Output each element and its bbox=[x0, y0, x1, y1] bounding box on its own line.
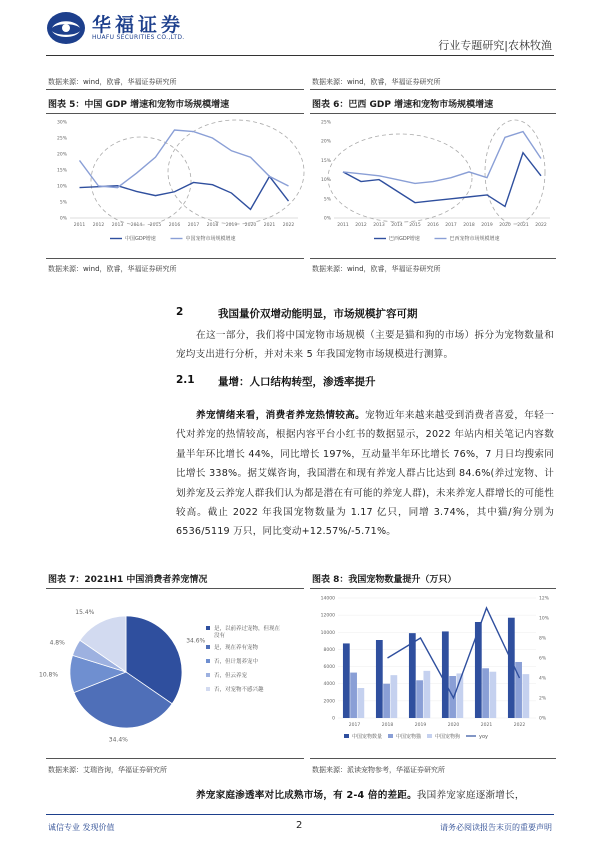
bar bbox=[383, 684, 390, 718]
y2-tick-label: 4% bbox=[539, 676, 547, 682]
bar bbox=[508, 618, 515, 718]
x-tick-label: 2020 bbox=[244, 223, 257, 228]
legend-swatch bbox=[344, 734, 349, 738]
pie-value-label: 15.4% bbox=[75, 608, 95, 616]
legend-swatch bbox=[206, 687, 210, 691]
x-tick-label: 2017 bbox=[445, 223, 457, 228]
x-tick-label: 2022 bbox=[535, 223, 547, 228]
x-tick-label: 2021 bbox=[517, 223, 529, 228]
series-line bbox=[343, 132, 541, 184]
figure-5-source: 数据来源：wind，欧睿，华福证券研究所 bbox=[48, 265, 177, 273]
header-divider bbox=[46, 55, 554, 56]
x-tick-label: 2013 bbox=[373, 223, 385, 228]
y-tick-label: 12000 bbox=[320, 613, 335, 619]
figure-7-title: 图表 7：2021H1 中国消费者养宠情况 bbox=[48, 575, 208, 585]
y-tick-label: 15% bbox=[56, 168, 67, 174]
divider bbox=[310, 258, 556, 259]
section-number: 2 bbox=[176, 306, 184, 318]
legend-label: 中国宠物数量 bbox=[352, 734, 383, 740]
y-tick-label: 20% bbox=[320, 139, 331, 145]
x-tick-label: 2018 bbox=[381, 723, 394, 728]
logo-icon bbox=[46, 11, 86, 45]
y2-tick-label: 10% bbox=[539, 616, 550, 622]
x-tick-label: 2021 bbox=[480, 723, 493, 728]
y2-tick-label: 2% bbox=[539, 696, 547, 702]
legend-label: 否，但云养宠 bbox=[214, 673, 248, 679]
y-tick-label: 10% bbox=[56, 184, 67, 190]
divider bbox=[310, 758, 556, 759]
figure-7-source: 数据来源：艾瑞咨询，华福证券研究所 bbox=[48, 766, 167, 774]
top-source-right: 数据来源：wind，欧睿，华福证券研究所 bbox=[312, 78, 441, 86]
section-heading: 我国量价双增动能明显，市场规模扩容可期 bbox=[218, 308, 418, 320]
x-tick-label: 2017 bbox=[348, 723, 361, 728]
x-tick-label: 2012 bbox=[355, 223, 367, 228]
x-tick-label: 2014 bbox=[130, 223, 143, 228]
x-tick-label: 2018 bbox=[463, 223, 475, 228]
x-tick-label: 2011 bbox=[73, 223, 86, 228]
y-tick-label: 0 bbox=[332, 716, 335, 722]
highlight-oval bbox=[168, 120, 304, 224]
legend-swatch bbox=[206, 659, 210, 663]
paragraph-body: 我国养宠家庭逐渐增长， bbox=[416, 790, 525, 801]
x-tick-label: 2012 bbox=[92, 223, 105, 228]
y-tick-label: 0% bbox=[59, 216, 67, 222]
brand-name-en: HUAFU SECURITIES CO.,LTD. bbox=[92, 34, 185, 41]
divider bbox=[46, 758, 304, 759]
x-tick-label: 2021 bbox=[263, 223, 276, 228]
divider bbox=[46, 258, 304, 259]
legend-label: yoy bbox=[479, 734, 488, 740]
legend-label: 巴西GDP增速 bbox=[389, 236, 420, 242]
y-tick-label: 25% bbox=[56, 136, 67, 142]
legend-label: 是，现在养有宠物 bbox=[214, 645, 259, 651]
figure-6-title: 图表 6：巴西 GDP 增速和宠物市场规模增速 bbox=[312, 100, 494, 110]
footer-divider bbox=[46, 814, 554, 815]
legend-label: 否，但计划养宠中 bbox=[214, 659, 259, 665]
bar bbox=[442, 631, 449, 718]
legend-label: 中国宠物狗 bbox=[435, 734, 461, 740]
pet-ownership-pie-chart bbox=[38, 592, 304, 752]
bar bbox=[522, 674, 529, 718]
page-number: 2 bbox=[296, 820, 303, 831]
footer-slogan: 诚信专业 发现价值 bbox=[48, 823, 115, 832]
divider bbox=[46, 89, 304, 90]
legend-label: 中国宠物市场规模增速 bbox=[185, 236, 236, 242]
y-tick-label: 14000 bbox=[320, 596, 335, 602]
figure-6-source: 数据来源：wind，欧睿，华福证券研究所 bbox=[312, 265, 441, 273]
bar bbox=[423, 671, 430, 718]
y-tick-label: 5% bbox=[323, 197, 331, 203]
pie-value-label: 34.6% bbox=[186, 637, 206, 645]
y-tick-label: 20% bbox=[56, 152, 67, 158]
footer-disclaimer: 请务必阅读报告末页的重要声明 bbox=[440, 823, 552, 832]
x-tick-label: 2014 bbox=[391, 223, 403, 228]
y2-tick-label: 8% bbox=[539, 636, 547, 642]
y-tick-label: 6000 bbox=[323, 665, 335, 671]
y-tick-label: 2000 bbox=[323, 699, 335, 705]
china-gdp-pet-growth-chart bbox=[46, 116, 304, 256]
bar bbox=[376, 640, 383, 718]
paragraph-household-penetration bbox=[176, 786, 554, 805]
paragraph-pet-enthusiasm bbox=[176, 406, 554, 542]
x-tick-label: 2013 bbox=[111, 223, 124, 228]
subsection-heading: 量增：人口结构转型，渗透率提升 bbox=[218, 376, 376, 388]
x-tick-label: 2019 bbox=[481, 223, 493, 228]
y-tick-label: 15% bbox=[320, 158, 331, 164]
bar bbox=[409, 633, 416, 718]
x-tick-label: 2020 bbox=[499, 223, 511, 228]
x-tick-label: 2016 bbox=[427, 223, 439, 228]
pie-value-label: 34.4% bbox=[108, 736, 128, 744]
y2-tick-label: 0% bbox=[539, 716, 547, 722]
x-tick-label: 2016 bbox=[168, 223, 181, 228]
divider bbox=[46, 113, 304, 114]
legend-label: 中国宠物猫 bbox=[396, 734, 422, 740]
x-tick-label: 2017 bbox=[187, 223, 200, 228]
subsection-number: 2.1 bbox=[176, 374, 195, 386]
legend-label: 是，以前养过宠物，但现在 bbox=[214, 626, 281, 632]
y-tick-label: 4000 bbox=[323, 682, 335, 688]
bar bbox=[489, 672, 496, 718]
pie-value-label: 4.8% bbox=[49, 639, 65, 647]
pie-value-label: 10.8% bbox=[38, 671, 59, 679]
report-type: 行业专题研究|农林牧渔 bbox=[438, 39, 552, 52]
figure-5-title: 图表 5：中国 GDP 增速和宠物市场规模增速 bbox=[48, 100, 230, 110]
y-tick-label: 10% bbox=[320, 178, 331, 184]
series-line bbox=[80, 176, 289, 209]
bar bbox=[350, 673, 357, 718]
legend-swatch bbox=[388, 734, 393, 738]
figure-8-title: 图表 8：我国宠物数量提升（万只） bbox=[312, 575, 457, 585]
divider bbox=[310, 588, 556, 589]
y-tick-label: 8000 bbox=[323, 647, 335, 653]
pet-population-bar-chart bbox=[310, 592, 556, 752]
y2-tick-label: 6% bbox=[539, 656, 547, 662]
y-tick-label: 30% bbox=[56, 120, 67, 126]
paragraph-lead: 养宠家庭渗透率对比成熟市场，有 2-4 倍的差距。 bbox=[196, 790, 417, 801]
x-tick-label: 2020 bbox=[447, 723, 460, 728]
brazil-gdp-pet-growth-chart bbox=[310, 116, 556, 256]
x-tick-label: 2022 bbox=[282, 223, 295, 228]
legend-swatch bbox=[206, 645, 210, 649]
x-tick-label: 2015 bbox=[409, 223, 421, 228]
legend-label: 巴西宠物市场规模增速 bbox=[449, 236, 500, 242]
x-tick-label: 2019 bbox=[225, 223, 238, 228]
brand-name-cn: 华福证券 bbox=[92, 14, 185, 36]
legend-label: 没有 bbox=[214, 633, 226, 639]
highlight-oval bbox=[91, 137, 191, 225]
highlight-oval bbox=[485, 120, 545, 224]
legend-swatch bbox=[427, 734, 432, 738]
y-tick-label: 0% bbox=[323, 216, 331, 222]
divider bbox=[46, 588, 304, 589]
y-tick-label: 5% bbox=[59, 200, 67, 206]
bar bbox=[357, 688, 364, 718]
legend-swatch bbox=[206, 626, 210, 630]
divider bbox=[310, 89, 556, 90]
x-tick-label: 2015 bbox=[149, 223, 162, 228]
bar bbox=[482, 668, 489, 718]
section-intro: 在这一部分，我们将中国宠物市场规模（主要是猫和狗的市场）拆分为宠物数量和宠均支出进行分析，并对未来 5 年我国宠物市场规模进行测算。 bbox=[176, 330, 554, 361]
divider bbox=[310, 113, 556, 114]
y2-tick-label: 12% bbox=[539, 596, 550, 602]
paragraph-body: 宠物近年来越来越受到消费者喜爱，年轻一代对养宠的热情较高，根据内容平台小红书的数据显示，2022 年站内相关笔记内容数量半年环比增长 44%，同比增长 197%，互动量半年环比增长 76%，7 月日均搜索同比增长 338%。据艾媒咨询，我国潜在和现有养宠人群占比达到 84.6%(养过宠物、计划养宠及云养宠人群我们认为都是潜在有可能的养宠人群)，未来养宠人群增长的可能性较高。截止 2022 年我国宠物数量为 1.17 亿只，同增 3.74%，其中猫/狗分别为 6536/5119 万只，同比变动+12.57%/-5.71%。 bbox=[176, 410, 554, 538]
legend-label: 否，对宠物不感兴趣 bbox=[214, 687, 264, 693]
y-tick-label: 10000 bbox=[320, 630, 335, 636]
top-source-left: 数据来源：wind，欧睿，华福证券研究所 bbox=[48, 78, 177, 86]
bar bbox=[390, 675, 397, 718]
x-tick-label: 2011 bbox=[337, 223, 349, 228]
legend-label: 中国GDP增速 bbox=[125, 236, 156, 242]
paragraph-lead: 养宠情绪来看，消费者养宠热情较高。 bbox=[196, 410, 366, 421]
x-tick-label: 2018 bbox=[206, 223, 219, 228]
legend-swatch bbox=[206, 673, 210, 677]
x-tick-label: 2019 bbox=[414, 723, 427, 728]
bar bbox=[416, 680, 423, 718]
figure-8-source: 数据来源：派读宠物参考，华福证券研究所 bbox=[312, 766, 445, 774]
x-tick-label: 2022 bbox=[513, 723, 526, 728]
y-tick-label: 25% bbox=[320, 120, 331, 126]
bar bbox=[343, 643, 350, 718]
